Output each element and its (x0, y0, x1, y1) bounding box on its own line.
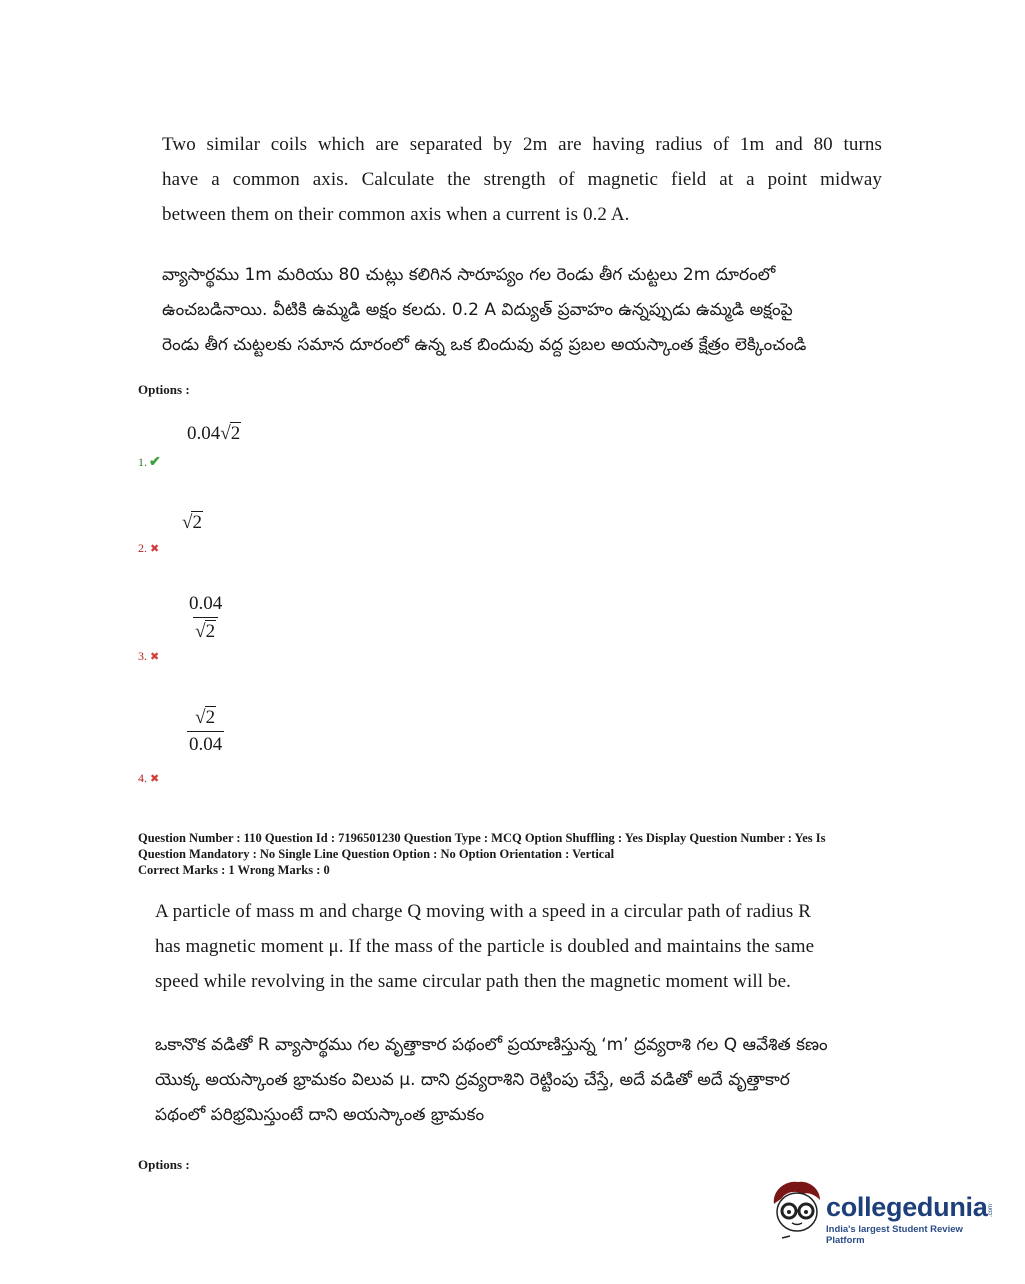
q1-option-3-marker (138, 649, 159, 664)
mascot-icon (768, 1178, 826, 1242)
q2-meta-line-3: Correct Marks : 1 Wrong Marks : 0 (138, 863, 330, 877)
q1-option-1-marker (138, 454, 161, 471)
option-2-sqrt: √2 (182, 512, 202, 533)
q2-telugu-line-2: యొక్క అయస్కాంత భ్రామకం విలువ μ. దాని ద్రవ్యరాశిని రెట్టింపు చేస్తే, అదే వడితో అదే వృత్తాకార (155, 1070, 790, 1090)
q1-option-3-value[interactable] (187, 593, 224, 643)
q1-english-line-3: between them on their common axis when a current is 0.2 A. (162, 204, 630, 225)
q1-option-2-value[interactable] (182, 511, 203, 534)
option-3-fraction (187, 593, 224, 643)
q1-telugu-text (162, 258, 872, 363)
q1-options-label: Options : (138, 382, 190, 397)
q1-english-text (162, 127, 882, 232)
q2-english-text (155, 894, 865, 999)
check-icon: ✔ (149, 455, 161, 470)
brand-name: collegedunia (826, 1192, 988, 1222)
q1-english-line-1: Two similar coils which are separated by 2m are having radius of 1m and 80 turns (162, 134, 882, 155)
option-4-fraction (187, 706, 224, 756)
q2-telugu-line-3: పథంలో పరిభ్రమిస్తుంటే దాని అయస్కాంత భ్రామకం (155, 1105, 485, 1125)
q2-english-line-1: A particle of mass m and charge Q moving with a speed in a circular path of radius R (155, 901, 811, 922)
q1-option-1-value[interactable] (187, 422, 241, 445)
q1-telugu-line-3: రెండు తీగ చుట్టలకు సమాన దూరంలో ఉన్న ఒక బిందువు వద్ద ప్రబల అయస్కాంత క్షేత్రం లెక్కించండి (162, 335, 807, 355)
option-2-number: 2. (138, 541, 147, 555)
option-1-number: 1. (138, 455, 147, 469)
q1-option-4-marker (138, 771, 159, 786)
option-3-number: 3. (138, 649, 147, 663)
option-4-num-radicand: 2 (205, 707, 216, 728)
q2-options-label: Options : (138, 1157, 190, 1172)
q2-telugu-text (155, 1028, 865, 1133)
q2-meta-line-2: Question Mandatory : No Single Line Question Option : No Option Orientation : Vertical (138, 847, 615, 861)
option-4-numerator: √2 (195, 707, 216, 728)
cross-icon: ✖ (150, 773, 160, 785)
option-4-number: 4. (138, 771, 147, 785)
option-3-numerator: 0.04 (189, 593, 223, 614)
option-1-coef: 0.04 (187, 423, 221, 444)
option-3-den-radicand: 2 (205, 621, 216, 642)
q2-telugu-line-1: ఒకానొక వడితో R వ్యాసార్థము గల వృత్తాకార పథంలో ప్రయాణిస్తున్న ‘m’ ద్రవ్యరాశి గల Q ఆవేశిత కణం (155, 1035, 828, 1055)
cross-icon: ✖ (150, 651, 160, 663)
cross-icon: ✖ (150, 543, 160, 555)
q2-meta-line-1: Question Number : 110 Question Id : 7196501230 Question Type : MCQ Option Shuffling : Yes Display Question Number : Yes Is (138, 831, 826, 845)
option-1-radicand: 2 (230, 423, 241, 444)
q1-english-line-2: have a common axis. Calculate the strength of magnetic field at a point midway (162, 169, 882, 190)
q1-telugu-line-2: ఉంచబడినాయి. వీటికి ఉమ్మడి అక్షం కలదు. 0.2 A విద్యుత్ ప్రవాహం ఉన్నప్పుడు ఉమ్మడి అక్షంపై (162, 300, 793, 320)
q2-english-line-3: speed while revolving in the same circular path then the magnetic moment will be. (155, 971, 791, 992)
q1-option-2-marker (138, 541, 159, 556)
brand-tagline: India's largest Student Review Platform (826, 1224, 963, 1246)
q1-option-4-value[interactable] (187, 706, 224, 756)
collegedunia-logo[interactable] (768, 1178, 998, 1248)
option-3-denominator: √2 (193, 617, 218, 643)
q1-telugu-line-1: వ్యాసార్థము 1m మరియు 80 చుట్లు కలిగిన సారూప్యం గల రెండు తీగ చుట్టలు 2m దూరంలో (162, 265, 776, 285)
brand-text-block (826, 1192, 998, 1246)
option-1-sqrt: √2 (220, 423, 241, 444)
option-2-radicand: 2 (192, 512, 202, 533)
brand-domain-suffix: .com (988, 1203, 995, 1217)
q2-metadata (138, 830, 908, 878)
q2-english-line-2: has magnetic moment μ. If the mass of the particle is doubled and maintains the same (155, 936, 815, 957)
option-4-denominator: 0.04 (187, 731, 224, 756)
